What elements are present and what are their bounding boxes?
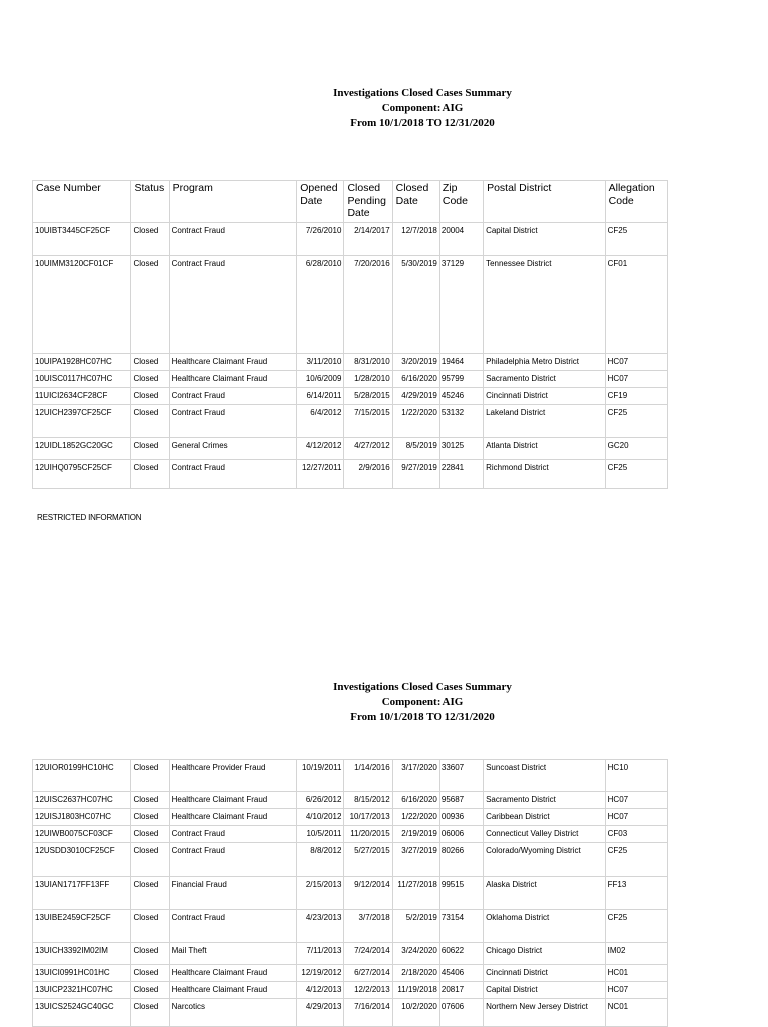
cell-closed-pending-date: 7/16/2014 xyxy=(344,999,392,1027)
cell-postal-district: Philadelphia Metro District xyxy=(484,353,606,370)
cell-status: Closed xyxy=(131,792,169,809)
cell-zip-code: 73154 xyxy=(439,910,483,943)
cell-opened-date: 10/5/2011 xyxy=(297,826,344,843)
cell-allegation-code: HC07 xyxy=(605,809,667,826)
cell-closed-date: 12/7/2018 xyxy=(392,222,439,255)
cell-program: Mail Theft xyxy=(169,943,297,965)
table-body xyxy=(33,222,668,488)
cell-opened-date: 12/27/2011 xyxy=(297,459,344,488)
cell-program: Narcotics xyxy=(169,999,297,1027)
report-period: From 10/1/2018 TO 12/31/2020 xyxy=(350,117,495,129)
cell-zip-code: 33607 xyxy=(439,760,483,792)
cell-postal-district: Cincinnati District xyxy=(484,965,606,982)
cell-closed-date: 5/2/2019 xyxy=(392,910,439,943)
report-title: Investigations Closed Cases Summary xyxy=(333,681,512,693)
cell-program: Contract Fraud xyxy=(169,826,297,843)
cell-closed-date: 6/16/2020 xyxy=(392,792,439,809)
cell-program: Healthcare Claimant Fraud xyxy=(169,809,297,826)
cell-allegation-code: HC07 xyxy=(605,792,667,809)
cell-zip-code: 20004 xyxy=(439,222,483,255)
cell-opened-date: 2/15/2013 xyxy=(297,877,344,910)
cell-zip-code: 45246 xyxy=(439,387,483,404)
cell-closed-date: 2/18/2020 xyxy=(392,965,439,982)
cell-closed-date: 5/30/2019 xyxy=(392,255,439,353)
column-header-zip-code: Zip Code xyxy=(439,181,483,223)
cell-status: Closed xyxy=(131,982,169,999)
cell-closed-pending-date: 8/15/2012 xyxy=(344,792,392,809)
cell-zip-code: 60622 xyxy=(439,943,483,965)
column-header-case-number: Case Number xyxy=(33,181,131,223)
cell-case-number: 13UIBE2459CF25CF xyxy=(33,910,131,943)
table-body xyxy=(33,760,668,1027)
cell-postal-district: Northern New Jersey District xyxy=(484,999,606,1027)
cell-closed-pending-date: 10/17/2013 xyxy=(344,809,392,826)
cell-case-number: 12UIHQ0795CF25CF xyxy=(33,459,131,488)
cell-closed-pending-date: 5/27/2015 xyxy=(344,843,392,877)
cell-case-number: 11UICI2634CF28CF xyxy=(33,387,131,404)
cell-zip-code: 95687 xyxy=(439,792,483,809)
column-header-allegation-code: Allegation Code xyxy=(605,181,667,223)
table-row xyxy=(33,809,668,826)
table-row xyxy=(33,877,668,910)
cell-closed-date: 11/19/2018 xyxy=(392,982,439,999)
cell-opened-date: 10/6/2009 xyxy=(297,370,344,387)
cell-program: Contract Fraud xyxy=(169,222,297,255)
cell-program: Contract Fraud xyxy=(169,843,297,877)
cell-status: Closed xyxy=(131,459,169,488)
cell-program: Contract Fraud xyxy=(169,404,297,437)
cell-case-number: 13UIAN1717FF13FF xyxy=(33,877,131,910)
table-row xyxy=(33,437,668,459)
column-header-program: Program xyxy=(169,181,297,223)
cell-case-number: 13UICH3392IM02IM xyxy=(33,943,131,965)
cell-status: Closed xyxy=(131,877,169,910)
cell-closed-date: 3/24/2020 xyxy=(392,943,439,965)
report-component: Component: AIG xyxy=(381,102,464,114)
cell-case-number: 10UIBT3445CF25CF xyxy=(33,222,131,255)
cell-allegation-code: NC01 xyxy=(605,999,667,1027)
cell-program: Contract Fraud xyxy=(169,910,297,943)
cell-closed-pending-date: 4/27/2012 xyxy=(344,437,392,459)
cell-closed-pending-date: 1/28/2010 xyxy=(344,370,392,387)
table-row xyxy=(33,965,668,982)
cell-allegation-code: CF25 xyxy=(605,222,667,255)
cell-allegation-code: GC20 xyxy=(605,437,667,459)
cell-case-number: 12UICH2397CF25CF xyxy=(33,404,131,437)
cell-allegation-code: IM02 xyxy=(605,943,667,965)
cell-closed-pending-date: 8/31/2010 xyxy=(344,353,392,370)
cell-closed-date: 1/22/2020 xyxy=(392,404,439,437)
table-row xyxy=(33,843,668,877)
table-row xyxy=(33,255,668,353)
report-header xyxy=(0,680,768,725)
cell-allegation-code: HC07 xyxy=(605,370,667,387)
column-header-opened-date: Opened Date xyxy=(297,181,344,223)
cell-status: Closed xyxy=(131,809,169,826)
cell-program: Contract Fraud xyxy=(169,459,297,488)
cell-program: Contract Fraud xyxy=(169,255,297,353)
cell-opened-date: 4/12/2012 xyxy=(297,437,344,459)
cell-zip-code: 00936 xyxy=(439,809,483,826)
cell-status: Closed xyxy=(131,943,169,965)
report-component: Component: AIG xyxy=(381,696,464,708)
cell-allegation-code: HC07 xyxy=(605,353,667,370)
table-row xyxy=(33,982,668,999)
cell-closed-date: 10/2/2020 xyxy=(392,999,439,1027)
cell-closed-date: 3/17/2020 xyxy=(392,760,439,792)
cell-allegation-code: CF25 xyxy=(605,459,667,488)
cell-opened-date: 4/12/2013 xyxy=(297,982,344,999)
table-row xyxy=(33,760,668,792)
cell-case-number: 12UIWB0075CF03CF xyxy=(33,826,131,843)
cell-opened-date: 6/28/2010 xyxy=(297,255,344,353)
cell-case-number: 12UIDL1852GC20GC xyxy=(33,437,131,459)
cell-closed-pending-date: 3/7/2018 xyxy=(344,910,392,943)
cell-postal-district: Oklahoma District xyxy=(484,910,606,943)
table-row xyxy=(33,943,668,965)
cell-zip-code: 45406 xyxy=(439,965,483,982)
cell-postal-district: Chicago District xyxy=(484,943,606,965)
cell-status: Closed xyxy=(131,760,169,792)
cell-status: Closed xyxy=(131,910,169,943)
report-header xyxy=(0,86,768,131)
cell-allegation-code: CF01 xyxy=(605,255,667,353)
cell-case-number: 13UICI0991HC01HC xyxy=(33,965,131,982)
table-row xyxy=(33,222,668,255)
cell-allegation-code: CF25 xyxy=(605,404,667,437)
cell-opened-date: 6/14/2011 xyxy=(297,387,344,404)
cell-closed-pending-date: 1/14/2016 xyxy=(344,760,392,792)
table-row xyxy=(33,999,668,1027)
cell-closed-pending-date: 7/24/2014 xyxy=(344,943,392,965)
cell-status: Closed xyxy=(131,222,169,255)
cell-postal-district: Capital District xyxy=(484,222,606,255)
cell-opened-date: 8/8/2012 xyxy=(297,843,344,877)
cell-closed-date: 4/29/2019 xyxy=(392,387,439,404)
cell-opened-date: 4/29/2013 xyxy=(297,999,344,1027)
cell-closed-pending-date: 2/14/2017 xyxy=(344,222,392,255)
cell-case-number: 10UISC0117HC07HC xyxy=(33,370,131,387)
cell-case-number: 12UISC2637HC07HC xyxy=(33,792,131,809)
cell-allegation-code: CF03 xyxy=(605,826,667,843)
cell-case-number: 12USDD3010CF25CF xyxy=(33,843,131,877)
cell-closed-pending-date: 5/28/2015 xyxy=(344,387,392,404)
cell-status: Closed xyxy=(131,370,169,387)
cell-case-number: 10UIPA1928HC07HC xyxy=(33,353,131,370)
restricted-notice: RESTRICTED INFORMATION xyxy=(37,513,142,522)
table-row xyxy=(33,387,668,404)
cell-zip-code: 80266 xyxy=(439,843,483,877)
cell-closed-pending-date: 11/20/2015 xyxy=(344,826,392,843)
cell-opened-date: 12/19/2012 xyxy=(297,965,344,982)
cell-postal-district: Sacramento District xyxy=(484,370,606,387)
table-row xyxy=(33,792,668,809)
cell-opened-date: 7/11/2013 xyxy=(297,943,344,965)
cell-status: Closed xyxy=(131,255,169,353)
cell-closed-date: 6/16/2020 xyxy=(392,370,439,387)
cell-zip-code: 95799 xyxy=(439,370,483,387)
cell-case-number: 13UICP2321HC07HC xyxy=(33,982,131,999)
cell-opened-date: 6/26/2012 xyxy=(297,792,344,809)
cell-allegation-code: HC01 xyxy=(605,965,667,982)
cell-zip-code: 20817 xyxy=(439,982,483,999)
cell-zip-code: 30125 xyxy=(439,437,483,459)
table-row xyxy=(33,826,668,843)
cell-postal-district: Sacramento District xyxy=(484,792,606,809)
cell-allegation-code: CF25 xyxy=(605,843,667,877)
cell-closed-pending-date: 2/9/2016 xyxy=(344,459,392,488)
cell-closed-date: 11/27/2018 xyxy=(392,877,439,910)
cell-closed-date: 1/22/2020 xyxy=(392,809,439,826)
cell-zip-code: 53132 xyxy=(439,404,483,437)
cell-closed-pending-date: 7/15/2015 xyxy=(344,404,392,437)
column-header-postal-district: Postal District xyxy=(484,181,606,223)
cell-opened-date: 4/10/2012 xyxy=(297,809,344,826)
cell-postal-district: Capital District xyxy=(484,982,606,999)
cell-program: Healthcare Claimant Fraud xyxy=(169,353,297,370)
cell-allegation-code: HC10 xyxy=(605,760,667,792)
cell-zip-code: 19464 xyxy=(439,353,483,370)
cell-postal-district: Tennessee District xyxy=(484,255,606,353)
cell-closed-date: 9/27/2019 xyxy=(392,459,439,488)
cell-allegation-code: HC07 xyxy=(605,982,667,999)
cell-program: Healthcare Claimant Fraud xyxy=(169,370,297,387)
cases-table-1 xyxy=(32,180,668,489)
report-period: From 10/1/2018 TO 12/31/2020 xyxy=(350,711,495,723)
cell-opened-date: 6/4/2012 xyxy=(297,404,344,437)
cell-closed-date: 3/20/2019 xyxy=(392,353,439,370)
cell-postal-district: Lakeland District xyxy=(484,404,606,437)
cell-postal-district: Colorado/Wyoming District xyxy=(484,843,606,877)
table-header-row xyxy=(33,181,668,223)
cell-opened-date: 3/11/2010 xyxy=(297,353,344,370)
cell-postal-district: Cincinnati District xyxy=(484,387,606,404)
cell-status: Closed xyxy=(131,826,169,843)
column-header-closed-date: Closed Date xyxy=(392,181,439,223)
cell-case-number: 13UICS2524GC40GC xyxy=(33,999,131,1027)
cell-opened-date: 10/19/2011 xyxy=(297,760,344,792)
cell-case-number: 12UISJ1803HC07HC xyxy=(33,809,131,826)
cell-program: Healthcare Provider Fraud xyxy=(169,760,297,792)
cell-closed-pending-date: 12/2/2013 xyxy=(344,982,392,999)
cases-table-2 xyxy=(32,759,668,1027)
cell-closed-date: 2/19/2019 xyxy=(392,826,439,843)
cell-program: Contract Fraud xyxy=(169,387,297,404)
cell-program: Financial Fraud xyxy=(169,877,297,910)
cell-allegation-code: CF25 xyxy=(605,910,667,943)
table-row xyxy=(33,370,668,387)
cell-status: Closed xyxy=(131,353,169,370)
cell-postal-district: Caribbean District xyxy=(484,809,606,826)
cell-closed-pending-date: 6/27/2014 xyxy=(344,965,392,982)
cell-closed-pending-date: 9/12/2014 xyxy=(344,877,392,910)
cell-program: Healthcare Claimant Fraud xyxy=(169,965,297,982)
table-row xyxy=(33,910,668,943)
cell-zip-code: 06006 xyxy=(439,826,483,843)
cell-zip-code: 07606 xyxy=(439,999,483,1027)
report-title: Investigations Closed Cases Summary xyxy=(333,87,512,99)
cell-status: Closed xyxy=(131,387,169,404)
cell-postal-district: Richmond District xyxy=(484,459,606,488)
cell-zip-code: 22841 xyxy=(439,459,483,488)
table-row xyxy=(33,404,668,437)
cell-zip-code: 99515 xyxy=(439,877,483,910)
cell-status: Closed xyxy=(131,999,169,1027)
column-header-closed-pending-date: Closed Pending Date xyxy=(344,181,392,223)
cell-postal-district: Suncoast District xyxy=(484,760,606,792)
cell-postal-district: Connecticut Valley District xyxy=(484,826,606,843)
cell-case-number: 10UIMM3120CF01CF xyxy=(33,255,131,353)
cell-program: General Crimes xyxy=(169,437,297,459)
cell-status: Closed xyxy=(131,965,169,982)
cell-allegation-code: CF19 xyxy=(605,387,667,404)
cell-status: Closed xyxy=(131,437,169,459)
cell-case-number: 12UIOR0199HC10HC xyxy=(33,760,131,792)
cell-status: Closed xyxy=(131,843,169,877)
cell-program: Healthcare Claimant Fraud xyxy=(169,982,297,999)
cell-closed-date: 3/27/2019 xyxy=(392,843,439,877)
cell-status: Closed xyxy=(131,404,169,437)
cell-closed-date: 8/5/2019 xyxy=(392,437,439,459)
table-row xyxy=(33,353,668,370)
cell-closed-pending-date: 7/20/2016 xyxy=(344,255,392,353)
table-row xyxy=(33,459,668,488)
cell-allegation-code: FF13 xyxy=(605,877,667,910)
cell-opened-date: 4/23/2013 xyxy=(297,910,344,943)
cell-program: Healthcare Claimant Fraud xyxy=(169,792,297,809)
column-header-status: Status xyxy=(131,181,169,223)
cell-postal-district: Alaska District xyxy=(484,877,606,910)
cell-postal-district: Atlanta District xyxy=(484,437,606,459)
cell-zip-code: 37129 xyxy=(439,255,483,353)
cell-opened-date: 7/26/2010 xyxy=(297,222,344,255)
